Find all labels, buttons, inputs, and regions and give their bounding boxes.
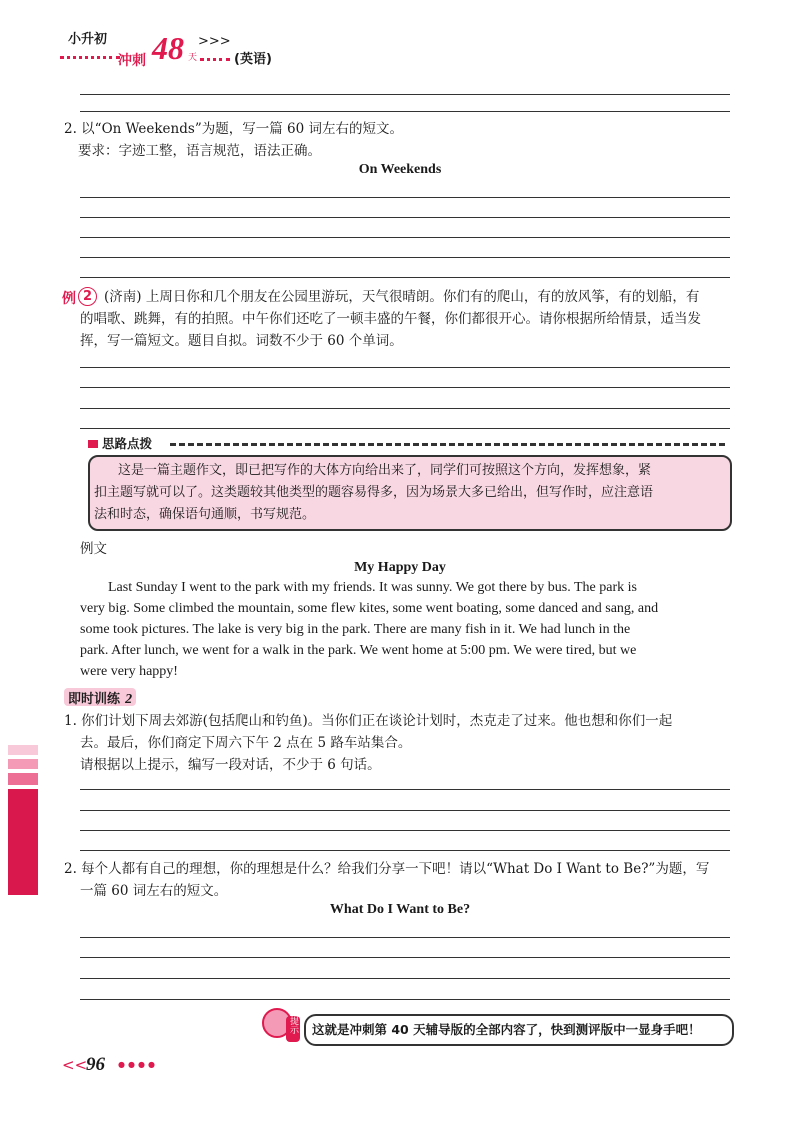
subject-label: (英语) — [234, 52, 272, 67]
header-dots-2 — [200, 58, 230, 65]
q2-prompt: 2. 以“On Weekends”为题，写一篇 60 词左右的短文。 — [64, 121, 403, 137]
header-dots — [60, 56, 120, 63]
mascot-tag-text: 提示 — [288, 1016, 298, 1034]
writing-line — [80, 237, 730, 238]
brand-sprint: 冲刺 — [118, 53, 146, 69]
page-prefix: << — [62, 1056, 88, 1074]
side-tab — [8, 745, 38, 895]
example-line-1: (济南) 上周日你和几个朋友在公园里游玩，天气很晴朗。你们有的爬山，有的放风筝，有的划船，有 — [104, 289, 700, 305]
sample-line-4: park. After lunch, we went for a walk in the park. We went home at 5:00 pm. We were tired, but we — [80, 643, 637, 658]
side-tab-stripe — [8, 759, 38, 769]
sample-line-1: Last Sunday I went to the park with my friends. It was sunny. We got there by bus. The park is — [108, 580, 637, 595]
hint-header — [88, 437, 728, 451]
hint-box — [88, 455, 732, 531]
writing-line — [80, 957, 730, 958]
page-number-block — [62, 1054, 202, 1078]
writing-line — [80, 789, 730, 790]
q2-requirement: 要求：字迹工整，语言规范，语法正确。 — [78, 143, 321, 159]
hint-label: 思路点拨 — [102, 434, 156, 452]
hint-line-3: 法和时态，确保语句通顺，书写规范。 — [94, 507, 316, 522]
practice-q2-line-1: 2. 每个人都有自己的理想，你的理想是什么？给我们分享一下吧！请以“What Do I Want to Be?”为题，写 — [64, 861, 710, 877]
header — [60, 28, 360, 73]
practice-q1-line-3: 请根据以上提示，编写一段对话，不少于 6 句话。 — [80, 757, 381, 773]
brand-number: 48 — [152, 30, 184, 66]
hint-dashed-rule — [170, 443, 725, 446]
writing-line — [80, 94, 730, 95]
example-badge — [62, 287, 102, 307]
writing-line — [80, 217, 730, 218]
mascot-tag — [286, 1016, 300, 1042]
writing-line — [80, 428, 730, 429]
page-dots: ●●●● — [118, 1060, 158, 1069]
q2-title: On Weekends — [358, 162, 442, 177]
writing-line — [80, 937, 730, 938]
hint-line-1: 这是一篇主题作文，即已把写作的大体方向给出来了，同学们可按照这个方向，发挥想象，紧 — [118, 463, 652, 478]
writing-line — [80, 999, 730, 1000]
practice-q2-line-2: 一篇 60 词左右的短文。 — [80, 883, 228, 899]
sample-line-5: were very happy! — [80, 664, 178, 679]
writing-line — [80, 277, 730, 278]
hint-marker-icon — [88, 440, 98, 448]
sample-line-2: very big. Some climbed the mountain, some flew kites, some went boating, some danced and sang, and — [80, 601, 659, 616]
practice-q2-title: What Do I Want to Be? — [329, 902, 471, 917]
writing-line — [80, 367, 730, 368]
practice-q1-line-1: 1. 你们计划下周去郊游(包括爬山和钓鱼)。当你们正在谈论计划时，杰克走了过来。他也想和你们一起 — [64, 713, 673, 729]
writing-line — [80, 387, 730, 388]
brand-small: 小升初 — [68, 32, 108, 47]
writing-line — [80, 850, 730, 851]
writing-line — [80, 810, 730, 811]
side-tab-stripe — [8, 773, 38, 785]
writing-line — [80, 978, 730, 979]
sample-label: 例文 — [80, 541, 107, 557]
practice-q1-line-2: 去。最后，你们商定下周六下午 2 点在 5 路车站集合。 — [80, 735, 412, 751]
side-tab-stripe — [8, 789, 38, 895]
sample-title: My Happy Day — [354, 560, 446, 575]
page-number: 96 — [86, 1054, 105, 1075]
brand-day: 天 — [188, 53, 198, 63]
practice-label-box — [64, 688, 136, 706]
example-badge-char: 例 — [62, 291, 76, 307]
writing-line — [80, 197, 730, 198]
practice-label: 即时训练 — [68, 692, 121, 707]
practice-number: 2 — [125, 692, 133, 707]
example-line-2: 的唱歌、跳舞，有的拍照。中午你们还吃了一顿丰盛的午餐，你们都很开心。请你根据所给情景，适当发 — [80, 311, 701, 327]
footer-bubble — [304, 1014, 734, 1046]
side-tab-stripe — [8, 745, 38, 755]
writing-line — [80, 830, 730, 831]
example-line-3: 挥，写一篇短文。题目自拟。词数不少于 60 个单词。 — [80, 333, 403, 349]
writing-line — [80, 257, 730, 258]
writing-line — [80, 408, 730, 409]
hint-line-2: 扣主题写就可以了。这类题较其他类型的题容易得多，因为场景大多已给出，但写作时，应注意语 — [94, 485, 654, 500]
sample-line-3: some took pictures. The lake is very big in the park. There are many fish in it. We had lunch in the — [80, 622, 631, 637]
footer-bubble-text: 这就是冲刺第 40 天辅导版的全部内容了，快到测评版中一显身手吧！ — [312, 1022, 701, 1037]
example-badge-number: 2 — [78, 287, 97, 306]
writing-line — [80, 111, 730, 112]
header-arrows: >>> — [198, 34, 231, 49]
